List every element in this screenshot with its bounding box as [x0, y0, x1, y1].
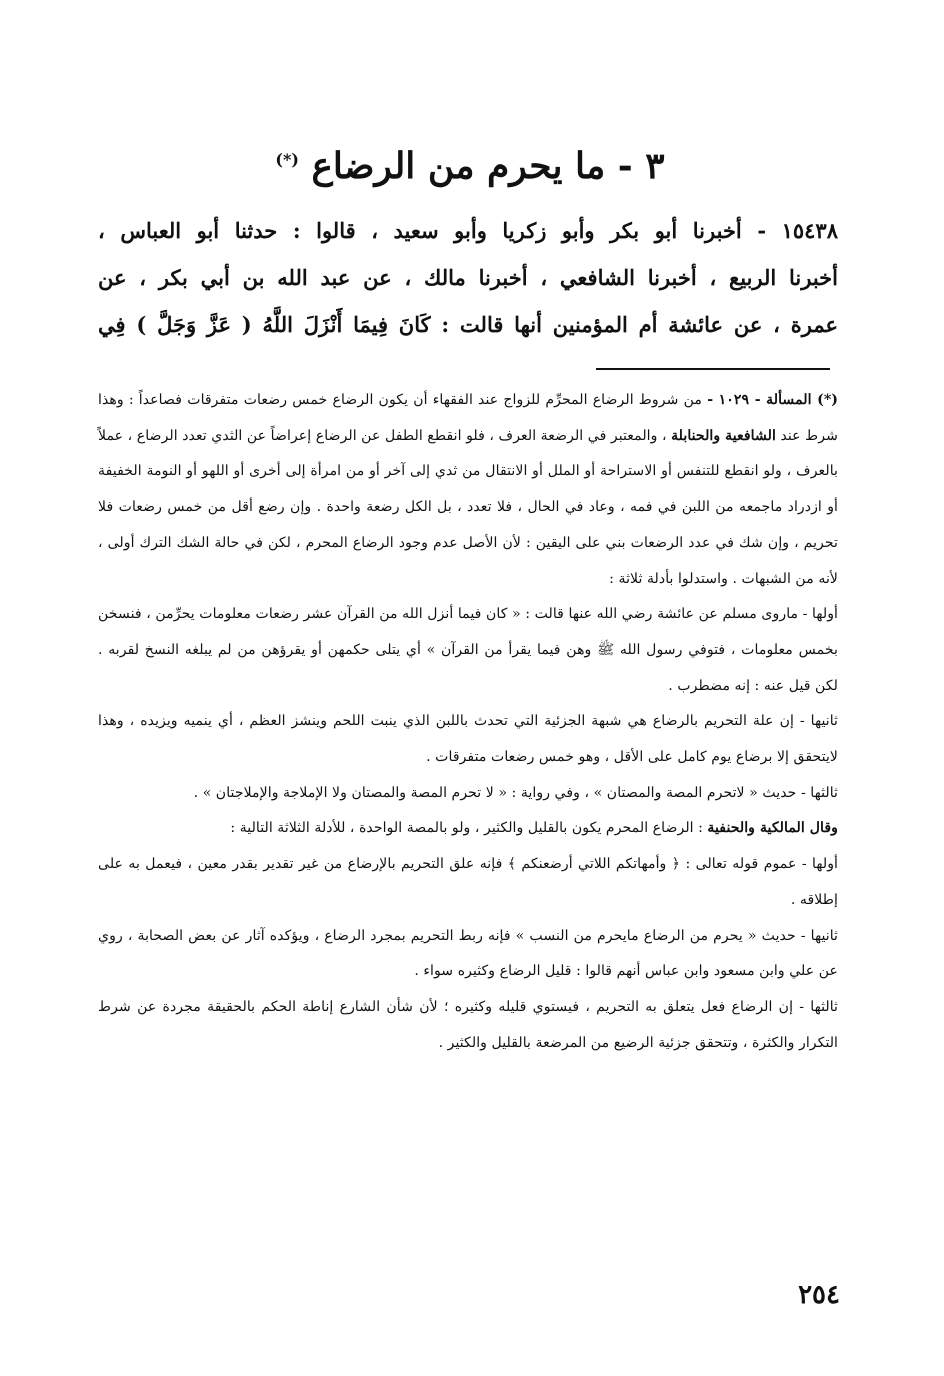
chapter-title	[160, 128, 780, 198]
page-number: ٢٥٤	[798, 1280, 840, 1310]
chapter-title-text: ٣ - ما يحرم من الرضاع	[311, 145, 665, 187]
footnote-paragraph: ثالثها - حديث « لاتحرم المصة والمصتان » ، وفي رواية : « لا تحرم المصة والمصتان ولا الإملاجة والإملاجتان » .	[193, 784, 838, 801]
footnote-paragraph: ثانيها - حديث « يحرم من الرضاع مايحرم من النسب » فإنه ربط التحريم بمجرد الرضاع ، ويؤكده آثار عن بعض الصحابة ، روي عن علي وابن مسعود وابن عباس أنهم قالوا : قليل الرضاع وكثيره سواء .	[98, 927, 838, 980]
footnote-paragraph	[98, 811, 838, 847]
footnote-text: : الرضاع المحرم يكون بالقليل والكثير ، ولو بالمصة الواحدة ، للأدلة الثلاثة التالية :	[230, 820, 703, 837]
hadith-text	[98, 207, 838, 348]
hadith-line: أخبرنا الربيع ، أخبرنا الشافعي ، أخبرنا مالك ، عن عبد الله بن أبي بكر ، عن	[98, 265, 838, 290]
footnote-bold-term: وقال المالكية والحنفية	[707, 820, 838, 837]
footnote-text: ، والمعتبر في الرضعة العرف ، فلو انقطع الطفل عن الرضاع إعراضاً عن الثدي تعدد الرضاع ، عملاً بالعرف ، ولو انقطع للتنفس أو الاستراحة أو الملل أو الانتقال من ثدي إلى آخر أو من امرأة إلى أخرى أو اللهو أو النومة الخفيفة أو ازدراد ماجمعه من اللبن في فمه ، وعاد في الحال ، فلا تعدد ، بل الكل رضعة واحدة . وإن رضع أقل من خمس رضعات فلا تحريم ، وإن شك في عدد الرضعات بني على اليقين : لأن الأصل عدم وجود الرضاع المحرم ، لكن في حالة الشك الترك أولى ، لأنه من الشبهات . واستدلوا بأدلة ثلاثة :	[98, 427, 838, 587]
footnote-bold-term: الشافعية والحنابلة	[671, 427, 776, 444]
footnote-paragraph	[98, 383, 838, 597]
footnote-issue-label: (*) المسألة - ١٠٢٩ -	[707, 392, 838, 408]
hadith-line: ١٥٤٣٨ - أخبرنا أبو بكر وأبو زكريا وأبو سعيد ، قالوا : حدثنا أبو العباس ،	[98, 218, 838, 243]
footnote-paragraph: ثانيها - إن علة التحريم بالرضاع هي شبهة الجزئية التي تحدث باللبن الذي ينبت اللحم وينشز العظم ، أي ينميه ويزيده ، وهذا لايتحقق إلا برضاع يوم كامل على الأقل ، وهو خمس رضعات متفرقات .	[98, 713, 838, 766]
footnote-paragraph: أولها - عموم قوله تعالى : ﴿ وأمهاتكم اللاتي أرضعنكم ﴾ فإنه علق التحريم بالإرضاع من غير تقدير بقدر معين ، فيعمل به على إطلاقه .	[98, 856, 838, 908]
footnote-text: من شروط الرضاع المحرِّم للزواج عند الفقهاء أن يكون الرضاع خمس رضعات متفرقات فصاعداً : وهذا شرط عند	[98, 392, 839, 444]
footnote-separator	[596, 368, 830, 370]
hadith-line: عمرة ، عن عائشة أم المؤمنين أنها قالت : كَانَ فِيمَا أَنْزَلَ اللَّهُ ( عَزَّ وَجَلَّ ) فِي	[98, 312, 838, 337]
footnote-paragraph: أولها - ماروى مسلم عن عائشة رضي الله عنها قالت : « كان فيما أنزل الله من القرآن عشر رضعات معلومات يحرِّمن ، فنسخن بخمس معلومات ، فتوفي رسول الله ﷺ وهن فيما يقرأ من القرآن » أي يتلى حكمهن أو يقرؤهن من لم يبلغه النسخ لقربه . لكن قيل عنه : إنه مضطرب .	[98, 606, 838, 694]
footnote-paragraph: ثالثها - إن الرضاع فعل يتعلق به التحريم ، فيستوي قليله وكثيره ؛ لأن شأن الشارع إناطة الحكم بالحقيقة مجردة عن شرط التكرار والكثرة ، وتتحقق جزئية الرضيع من المرضعة بالقليل والكثير .	[98, 998, 838, 1051]
footnote-block	[98, 383, 838, 1061]
footnote-marker: (*)	[275, 150, 299, 169]
